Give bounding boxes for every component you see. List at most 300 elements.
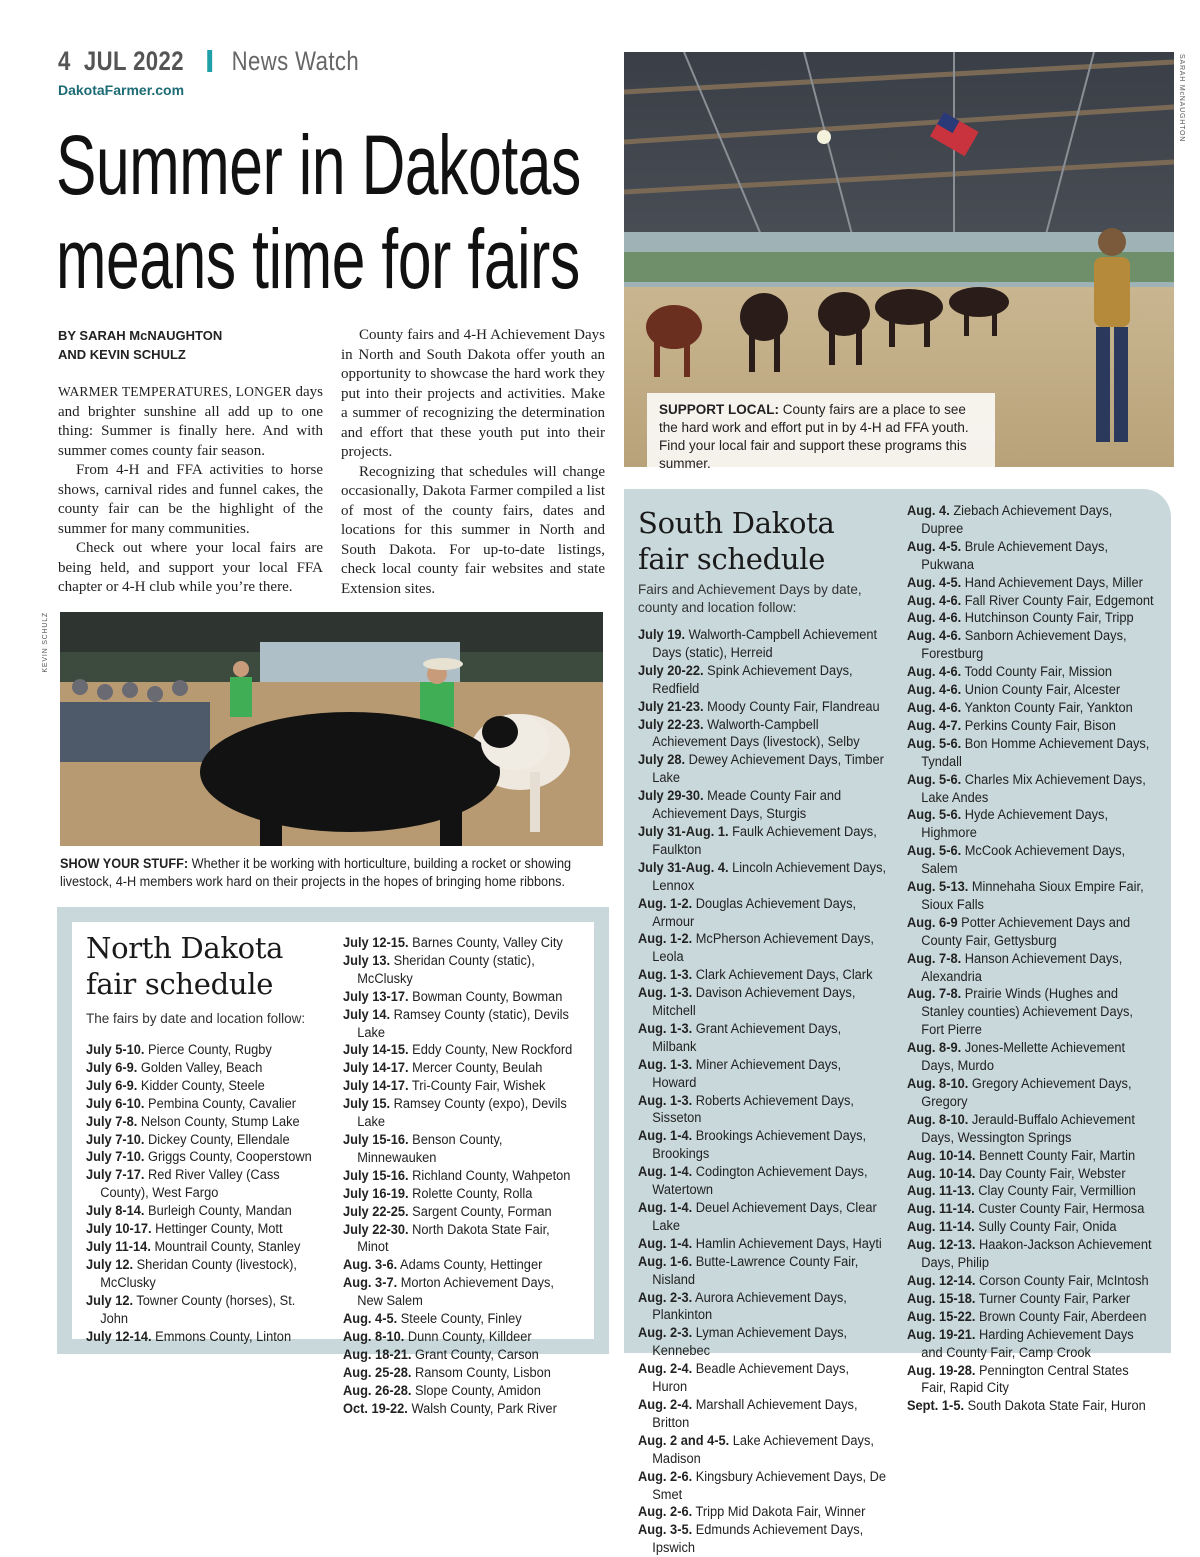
fair-listing bbox=[907, 627, 1156, 663]
fair-listing bbox=[907, 1272, 1156, 1290]
south-dakota-list-column-1 bbox=[638, 626, 887, 1557]
fair-listing bbox=[343, 1364, 581, 1382]
fair-date: Aug. 11-14. bbox=[907, 1201, 975, 1217]
fair-name-location: Hutchinson County Fair, Tripp bbox=[961, 610, 1134, 626]
fair-name-location: Kidder County, Steele bbox=[137, 1077, 265, 1093]
fair-date: Aug. 10-14. bbox=[907, 1147, 976, 1163]
fair-date: Aug. 5-6. bbox=[907, 843, 962, 859]
fair-date: Aug. 4-5. bbox=[343, 1311, 398, 1327]
fair-listing bbox=[638, 1253, 887, 1289]
fair-listing bbox=[907, 1308, 1156, 1326]
paragraph: From 4-H and FFA activities to horse shows, carnival rides and funnel cakes, the county fair can be the highlight of the summer for many communities. bbox=[58, 462, 323, 537]
fair-listing bbox=[86, 1256, 324, 1292]
fair-date: Aug. 5-6. bbox=[907, 807, 962, 823]
byline bbox=[58, 326, 323, 364]
fair-name-location: Lyman Achievement Days, Kennebec bbox=[652, 1325, 848, 1359]
fair-date: July 7-17. bbox=[86, 1167, 145, 1183]
fair-date: Aug. 1-6. bbox=[638, 1253, 693, 1269]
fair-listing bbox=[907, 735, 1156, 771]
fair-date: Aug. 15-22. bbox=[907, 1308, 976, 1324]
fair-listing bbox=[638, 823, 887, 859]
fair-listing bbox=[638, 859, 887, 895]
fair-date: July 6-9. bbox=[86, 1077, 138, 1093]
fair-date: July 7-10. bbox=[86, 1149, 145, 1165]
livestock-show-illustration bbox=[60, 612, 603, 846]
fair-name-location: Beadle Achievement Days, Huron bbox=[652, 1361, 850, 1395]
fair-name-location: Haakon-Jackson Achievement Days, Philip bbox=[921, 1237, 1152, 1271]
fair-listing bbox=[638, 751, 887, 787]
fair-date: July 28. bbox=[638, 752, 686, 768]
fair-listing bbox=[343, 1059, 581, 1077]
fair-date: July 14-17. bbox=[343, 1060, 409, 1076]
fair-listing bbox=[343, 1346, 581, 1364]
fair-date: Aug. 4-6. bbox=[907, 699, 962, 715]
photo-caption bbox=[60, 855, 586, 891]
fair-name-location: Roberts Achievement Days, Sisseton bbox=[652, 1092, 854, 1126]
fair-date: July 15. bbox=[343, 1096, 391, 1112]
caption-text: County fairs are a place to see the hard work and effort put in by 4-H ad FFA youth. Find your local fair and support these programs this summer. bbox=[659, 402, 969, 471]
fair-listing bbox=[907, 1397, 1156, 1415]
fair-name-location: South Dakota State Fair, Huron bbox=[964, 1398, 1146, 1414]
fair-date: Aug. 4-6. bbox=[907, 628, 962, 644]
fair-listing bbox=[638, 662, 887, 698]
fair-listing bbox=[907, 1147, 1156, 1165]
fair-name-location: Yankton County Fair, Yankton bbox=[961, 699, 1133, 715]
north-dakota-list-column-1 bbox=[86, 1041, 324, 1345]
fair-name-location: Douglas Achievement Days, Armour bbox=[652, 895, 857, 929]
fair-date: Aug. 7-8. bbox=[907, 986, 962, 1002]
fair-name-location: Brule Achievement Days, Pukwana bbox=[921, 538, 1109, 572]
fair-listing bbox=[638, 1432, 887, 1468]
fair-name-location: Sheridan County (static), McClusky bbox=[357, 952, 535, 986]
fair-name-location: Jerauld-Buffalo Achievement Days, Wessington Springs bbox=[921, 1111, 1135, 1145]
fair-name-location: Hanson Achievement Days, Alexandria bbox=[921, 950, 1123, 984]
fair-name-location: Pembina County, Cavalier bbox=[144, 1095, 297, 1111]
fair-date: Aug. 1-4. bbox=[638, 1200, 693, 1215]
fair-name-location: Eddy County, New Rockford bbox=[408, 1042, 573, 1058]
fair-date: Aug. 4-6. bbox=[907, 592, 962, 608]
issue-date: JUL 2022 bbox=[83, 46, 184, 76]
fair-name-location: Miner Achievement Days, Howard bbox=[652, 1056, 842, 1090]
fair-date: July 20-22. bbox=[638, 662, 704, 678]
fair-name-location: Meade County Fair and Achievement Days, Sturgis bbox=[652, 788, 842, 822]
fair-name-location: Aurora Achievement Days, Plankinton bbox=[652, 1289, 847, 1323]
fair-name-location: Corson County Fair, McIntosh bbox=[975, 1272, 1149, 1288]
fair-listing bbox=[907, 538, 1156, 574]
fair-date: Aug. 3-6. bbox=[343, 1257, 398, 1273]
fair-listing bbox=[638, 1163, 887, 1199]
fair-name-location: Todd County Fair, Mission bbox=[961, 664, 1113, 680]
fair-listing bbox=[907, 806, 1156, 842]
fair-date: Aug. 15-18. bbox=[907, 1290, 976, 1306]
fair-listing bbox=[86, 1113, 324, 1131]
fair-date: July 15-16. bbox=[343, 1167, 409, 1183]
title-line-2: fair schedule bbox=[638, 542, 826, 576]
fair-date: Aug. 4-6. bbox=[907, 664, 962, 680]
fair-date: Aug. 4-6. bbox=[907, 682, 962, 698]
fair-date: Aug. 3-5. bbox=[638, 1522, 693, 1538]
fair-date: July 22-25. bbox=[343, 1203, 409, 1219]
fair-listing bbox=[86, 1041, 324, 1059]
fair-listing bbox=[343, 1382, 581, 1400]
fair-name-location: Ramsey County (expo), Devils Lake bbox=[357, 1096, 567, 1130]
south-dakota-schedule-intro: Fairs and Achievement Days by date, county and location follow: bbox=[638, 582, 862, 615]
fair-date: July 12. bbox=[86, 1292, 134, 1308]
fair-name-location: North Dakota State Fair, Minot bbox=[357, 1221, 550, 1255]
fair-date: July 19. bbox=[638, 627, 686, 642]
fair-name-location: Union County Fair, Alcester bbox=[961, 682, 1121, 698]
fair-listing bbox=[638, 1092, 887, 1128]
headline bbox=[56, 118, 581, 306]
fair-name-location: Burleigh County, Mandan bbox=[144, 1203, 292, 1219]
fair-date: July 6-9. bbox=[86, 1059, 138, 1075]
fair-date: Aug. 1-3. bbox=[638, 1056, 693, 1072]
paragraph: Check out where your local fairs are being held, and support your local FFA chapter or 4-H club while you’re there. bbox=[58, 540, 323, 595]
fair-date: Aug. 5-6. bbox=[907, 735, 962, 751]
fair-listing bbox=[86, 1238, 324, 1256]
fair-name-location: Harding Achievement Days and County Fair, Camp Crook bbox=[921, 1326, 1134, 1360]
fair-listing bbox=[638, 1056, 887, 1092]
fair-listing bbox=[638, 966, 887, 984]
fair-date: July 15-16. bbox=[343, 1131, 409, 1147]
fair-listing bbox=[638, 1127, 887, 1163]
fair-date: July 22-23. bbox=[638, 716, 704, 732]
fair-date: July 13-17. bbox=[343, 988, 409, 1004]
fair-name-location: Bon Homme Achievement Days, Tyndall bbox=[921, 735, 1150, 769]
fair-listing bbox=[86, 1220, 324, 1238]
south-dakota-schedule-title bbox=[638, 505, 898, 577]
fair-name-location: Tripp Mid Dakota Fair, Winner bbox=[692, 1504, 866, 1520]
fair-date: July 22-30. bbox=[343, 1221, 409, 1237]
fair-name-location: Ransom County, Lisbon bbox=[411, 1364, 551, 1380]
fair-listing bbox=[907, 1111, 1156, 1147]
fair-date: July 14-15. bbox=[343, 1042, 409, 1058]
photo-credit: KEVIN SCHULZ bbox=[42, 612, 49, 673]
fair-name-location: McPherson Achievement Days, Leola bbox=[652, 931, 874, 965]
fair-name-location: Sully County Fair, Onida bbox=[974, 1219, 1117, 1235]
fair-listing bbox=[343, 1328, 581, 1346]
fair-listing bbox=[907, 771, 1156, 807]
fair-listing bbox=[907, 717, 1156, 735]
fair-date: Aug. 12-14. bbox=[907, 1272, 976, 1288]
fair-name-location: McCook Achievement Days, Salem bbox=[921, 843, 1126, 877]
fair-listing bbox=[638, 1235, 887, 1253]
fair-name-location: Ziebach Achievement Days, Dupree bbox=[921, 503, 1113, 536]
fair-listing bbox=[86, 1095, 324, 1113]
fair-listing bbox=[907, 574, 1156, 592]
fair-listing bbox=[343, 1167, 581, 1185]
fair-date: Aug. 1-2. bbox=[638, 931, 693, 947]
fair-date: Aug. 1-3. bbox=[638, 1092, 693, 1108]
fair-listing bbox=[638, 1503, 887, 1521]
fair-name-location: Slope County, Amidon bbox=[411, 1382, 541, 1398]
fair-date: Aug. 5-13. bbox=[907, 879, 969, 895]
fair-listing bbox=[907, 878, 1156, 914]
fair-date: Aug. 4-5. bbox=[907, 538, 962, 554]
fair-date: Aug. 4-5. bbox=[907, 574, 962, 590]
fair-date: Aug. 2-3. bbox=[638, 1289, 693, 1305]
fair-date: Aug. 11-14. bbox=[907, 1219, 975, 1235]
fair-name-location: Hand Achievement Days, Miller bbox=[961, 574, 1143, 590]
fair-listing bbox=[907, 1236, 1156, 1272]
fair-name-location: Charles Mix Achievement Days, Lake Andes bbox=[921, 771, 1146, 805]
fair-listing bbox=[638, 895, 887, 931]
fair-listing bbox=[638, 1360, 887, 1396]
fair-name-location: Pierce County, Rugby bbox=[144, 1042, 272, 1057]
fair-listing bbox=[343, 1185, 581, 1203]
fair-date: July 8-14. bbox=[86, 1203, 145, 1219]
south-dakota-list-column-2 bbox=[907, 502, 1156, 1415]
fair-listing bbox=[86, 1166, 324, 1202]
fair-listing bbox=[638, 1020, 887, 1056]
page-folio bbox=[58, 46, 359, 77]
fair-name-location: Fall River County Fair, Edgemont bbox=[961, 592, 1154, 608]
fair-name-location: Rolette County, Rolla bbox=[408, 1185, 533, 1201]
folio-divider bbox=[207, 50, 212, 72]
fair-date: July 31-Aug. 4. bbox=[638, 859, 729, 875]
fair-name-location: Faulk Achievement Days, Faulkton bbox=[652, 823, 877, 857]
fair-listing bbox=[907, 1200, 1156, 1218]
fair-name-location: Codington Achievement Days, Watertown bbox=[652, 1164, 868, 1198]
caption-label: SUPPORT LOCAL: bbox=[659, 402, 779, 417]
fair-date: July 10-17. bbox=[86, 1221, 152, 1237]
fair-date: Aug. 1-4. bbox=[638, 1164, 693, 1180]
fair-listing bbox=[907, 699, 1156, 717]
fair-name-location: Nelson County, Stump Lake bbox=[137, 1113, 300, 1129]
fair-name-location: Hamlin Achievement Days, Hayti bbox=[692, 1235, 882, 1251]
fair-name-location: Lake Achievement Days, Madison bbox=[652, 1432, 874, 1466]
fair-date: Aug. 1-2. bbox=[638, 895, 693, 911]
fair-date: Aug. 8-10. bbox=[343, 1328, 405, 1344]
fair-listing bbox=[343, 1077, 581, 1095]
fair-listing bbox=[907, 609, 1156, 627]
fair-listing bbox=[907, 1218, 1156, 1236]
fair-name-location: Bowman County, Bowman bbox=[408, 988, 563, 1004]
fair-date: Aug. 8-9. bbox=[907, 1040, 962, 1056]
fair-date: Aug. 3-7. bbox=[343, 1275, 398, 1291]
fair-date: July 7-8. bbox=[86, 1113, 138, 1129]
fair-listing bbox=[907, 1039, 1156, 1075]
fair-listing bbox=[907, 1165, 1156, 1183]
fair-name-location: Gregory Achievement Days, Gregory bbox=[921, 1076, 1132, 1109]
fair-name-location: Ramsey County (static), Devils Lake bbox=[357, 1006, 569, 1040]
fair-name-location: Kingsbury Achievement Days, De Smet bbox=[652, 1468, 887, 1502]
fair-name-location: Golden Valley, Beach bbox=[137, 1059, 263, 1075]
title-line-2: fair schedule bbox=[86, 967, 274, 1001]
paragraph: Recognizing that schedules will change occasionally, Dakota Farmer compiled a list of most of the county fairs, dates and locations for this summer in North and South Dakota. For up-to-date listings, check local county fair websites and state Extension sites. bbox=[341, 463, 605, 597]
fair-listing bbox=[86, 1059, 324, 1077]
fair-name-location: Custer County Fair, Hermosa bbox=[974, 1201, 1145, 1217]
fair-name-location: Jones-Mellette Achievement Days, Murdo bbox=[921, 1040, 1126, 1074]
fair-date: July 12-14. bbox=[86, 1328, 152, 1344]
fair-date: July 5-10. bbox=[86, 1042, 145, 1057]
fair-name-location: Davison Achievement Days, Mitchell bbox=[652, 985, 856, 1019]
fair-name-location: Day County Fair, Webster bbox=[975, 1165, 1126, 1181]
fair-listing bbox=[638, 1468, 887, 1504]
fair-date: July 29-30. bbox=[638, 788, 704, 804]
lead-in: WARMER TEMPERATURES, LONGER bbox=[58, 384, 292, 399]
fair-listing bbox=[343, 952, 581, 988]
fair-listing bbox=[907, 914, 1156, 950]
fair-name-location: Clark Achievement Days, Clark bbox=[692, 967, 873, 983]
fair-date: Aug. 2 and 4-5. bbox=[638, 1432, 730, 1448]
fair-name-location: Moody County Fair, Flandreau bbox=[703, 698, 880, 714]
website-url[interactable]: DakotaFarmer.com bbox=[58, 82, 185, 98]
fair-name-location: Hettinger County, Mott bbox=[151, 1221, 283, 1237]
fair-name-location: Griggs County, Cooperstown bbox=[144, 1149, 312, 1165]
fair-name-location: Prairie Winds (Hughes and Stanley counties) Achievement Days, Fort Pierre bbox=[921, 986, 1133, 1038]
fair-name-location: Butte-Lawrence County Fair, Nisland bbox=[652, 1253, 859, 1287]
fair-listing bbox=[638, 626, 887, 662]
fair-name-location: Spink Achievement Days, Redfield bbox=[652, 662, 853, 696]
fair-listing bbox=[343, 1041, 581, 1059]
fair-listing bbox=[343, 1310, 581, 1328]
fair-listing bbox=[907, 1182, 1156, 1200]
fair-date: July 14-17. bbox=[343, 1078, 409, 1094]
fair-date: Aug. 1-3. bbox=[638, 1020, 693, 1036]
fair-name-location: Benson County, Minnewauken bbox=[357, 1131, 503, 1165]
fair-name-location: Marshall Achievement Days, Britton bbox=[652, 1396, 858, 1430]
fair-listing bbox=[343, 1256, 581, 1274]
fair-name-location: Red River Valley (Cass County), West Fargo bbox=[100, 1167, 280, 1201]
headline-line-1: Summer in Dakotas bbox=[56, 118, 581, 212]
fair-date: Aug. 25-28. bbox=[343, 1364, 412, 1380]
fair-listing bbox=[343, 1274, 581, 1310]
fair-listing bbox=[343, 1006, 581, 1042]
fair-name-location: Brown County Fair, Aberdeen bbox=[975, 1308, 1147, 1324]
fair-name-location: Bennett County Fair, Martin bbox=[975, 1147, 1136, 1163]
fair-date: Aug. 4. bbox=[907, 503, 950, 518]
byline-line-2: AND KEVIN SCHULZ bbox=[58, 347, 186, 362]
headline-line-2: means time for fairs bbox=[56, 212, 580, 306]
fair-date: Aug. 2-4. bbox=[638, 1396, 693, 1412]
fair-name-location: Emmons County, Linton bbox=[151, 1328, 292, 1344]
section-name: News Watch bbox=[231, 46, 360, 76]
fair-date: Aug. 19-28. bbox=[907, 1362, 976, 1378]
north-dakota-schedule-title bbox=[86, 930, 346, 1002]
fair-listing bbox=[907, 663, 1156, 681]
fair-date: Aug. 1-3. bbox=[638, 967, 693, 983]
fair-name-location: Tri-County Fair, Wishek bbox=[408, 1078, 546, 1094]
fair-date: Aug. 1-4. bbox=[638, 1128, 693, 1144]
fair-date: Aug. 18-21. bbox=[343, 1346, 412, 1362]
north-dakota-list-column-2 bbox=[343, 934, 581, 1417]
fair-listing bbox=[907, 1075, 1156, 1111]
fair-name-location: Walworth-Campbell Achievement Days (livestock), Selby bbox=[652, 716, 860, 750]
paragraph bbox=[58, 382, 323, 461]
fair-name-location: Towner County (horses), St. John bbox=[100, 1292, 296, 1326]
fair-date: July 31-Aug. 1. bbox=[638, 823, 729, 839]
fair-listing bbox=[343, 1131, 581, 1167]
fair-name-location: Sheridan County (livestock), McClusky bbox=[100, 1256, 298, 1290]
fair-name-location: Edmunds Achievement Days, Ipswich bbox=[652, 1522, 864, 1556]
fair-date: Aug. 12-13. bbox=[907, 1237, 976, 1253]
fair-date: Aug. 6-9 bbox=[907, 914, 958, 930]
caption-text: Whether it be working with horticulture, building a rocket or showing livestock, 4-H members work hard on their projects in the hopes of bringing home ribbons. bbox=[60, 856, 572, 889]
fair-date: July 11-14. bbox=[86, 1238, 151, 1254]
fair-date: Aug. 1-3. bbox=[638, 985, 693, 1001]
fair-date: Aug. 1-4. bbox=[638, 1235, 693, 1251]
fair-date: July 7-10. bbox=[86, 1131, 145, 1147]
fair-listing bbox=[86, 1328, 324, 1346]
fair-listing bbox=[638, 1289, 887, 1325]
fair-listing bbox=[907, 681, 1156, 699]
fair-date: July 21-23. bbox=[638, 698, 704, 714]
fair-name-location: Clay County Fair, Vermillion bbox=[974, 1183, 1136, 1199]
fair-date: July 12. bbox=[86, 1256, 134, 1272]
fair-name-location: Morton Achievement Days, New Salem bbox=[357, 1275, 554, 1309]
fair-listing bbox=[86, 1077, 324, 1095]
fair-date: Sept. 1-5. bbox=[907, 1398, 965, 1414]
article-column-2 bbox=[341, 326, 605, 599]
north-dakota-schedule-intro: The fairs by date and location follow: bbox=[86, 1011, 306, 1026]
fair-date: July 14. bbox=[343, 1006, 391, 1022]
fair-name-location: Potter Achievement Days and County Fair, Gettysburg bbox=[921, 914, 1131, 948]
fair-date: Aug. 26-28. bbox=[343, 1382, 412, 1398]
fair-date: Aug. 5-6. bbox=[907, 771, 962, 787]
fair-date: Aug. 8-10. bbox=[907, 1076, 969, 1091]
fair-listing bbox=[638, 1324, 887, 1360]
title-line-1: South Dakota bbox=[638, 506, 835, 540]
fair-listing bbox=[907, 950, 1156, 986]
fair-date: July 16-19. bbox=[343, 1185, 409, 1201]
fair-date: Aug. 2-3. bbox=[638, 1325, 693, 1341]
fair-name-location: Barnes County, Valley City bbox=[408, 935, 563, 950]
fair-name-location: Sanborn Achievement Days, Forestburg bbox=[921, 628, 1127, 662]
fair-listing bbox=[86, 1148, 324, 1166]
fair-listing bbox=[907, 502, 1156, 538]
fair-date: July 13. bbox=[343, 952, 391, 968]
fair-name-location: Perkins County Fair, Bison bbox=[961, 717, 1116, 733]
photo-credit: SARAH McNAUGHTON bbox=[1178, 54, 1185, 143]
fair-name-location: Dunn County, Killdeer bbox=[404, 1328, 532, 1344]
fair-name-location: Dickey County, Ellendale bbox=[144, 1131, 290, 1147]
fair-name-location: Adams County, Hettinger bbox=[397, 1257, 543, 1273]
fair-name-location: Turner County Fair, Parker bbox=[975, 1290, 1131, 1306]
livestock-show-photo bbox=[60, 612, 603, 846]
fair-name-location: Brookings Achievement Days, Brookings bbox=[652, 1128, 867, 1162]
fair-date: Aug. 2-6. bbox=[638, 1504, 693, 1520]
fair-listing bbox=[86, 1131, 324, 1149]
fair-name-location: Deuel Achievement Days, Clear Lake bbox=[652, 1200, 877, 1233]
fair-date: Aug. 4-7. bbox=[907, 717, 962, 733]
fair-name-location: Steele County, Finley bbox=[397, 1311, 522, 1327]
fair-name-location: Lincoln Achievement Days, Lennox bbox=[652, 859, 887, 893]
fair-listing bbox=[343, 988, 581, 1006]
fair-date: July 12-15. bbox=[343, 935, 409, 950]
fair-listing bbox=[907, 985, 1156, 1039]
paragraph-text: days and brighter sunshine all add up to one thing: Summer is finally here. And with summer comes county fair season. bbox=[58, 384, 324, 459]
article-column-1 bbox=[58, 326, 323, 598]
fair-name-location: Pennington Central States Fair, Rapid City bbox=[921, 1362, 1129, 1396]
fair-listing bbox=[907, 1290, 1156, 1308]
fair-date: Oct. 19-22. bbox=[343, 1400, 408, 1416]
fair-date: Aug. 2-4. bbox=[638, 1361, 693, 1377]
fair-date: Aug. 2-6. bbox=[638, 1468, 693, 1484]
fair-listing bbox=[638, 1396, 887, 1432]
fair-date: Aug. 19-21. bbox=[907, 1326, 976, 1342]
fair-name-location: Dewey Achievement Days, Timber Lake bbox=[652, 752, 884, 786]
fair-listing bbox=[343, 934, 581, 952]
fair-listing bbox=[638, 716, 887, 752]
fair-name-location: Minnehaha Sioux Empire Fair, Sioux Falls bbox=[921, 879, 1144, 912]
fair-name-location: Mountrail County, Stanley bbox=[150, 1238, 301, 1254]
fair-listing bbox=[638, 1521, 887, 1557]
fair-listing bbox=[86, 1202, 324, 1220]
fair-listing bbox=[907, 592, 1156, 610]
fair-listing bbox=[638, 698, 887, 716]
fair-listing bbox=[638, 930, 887, 966]
